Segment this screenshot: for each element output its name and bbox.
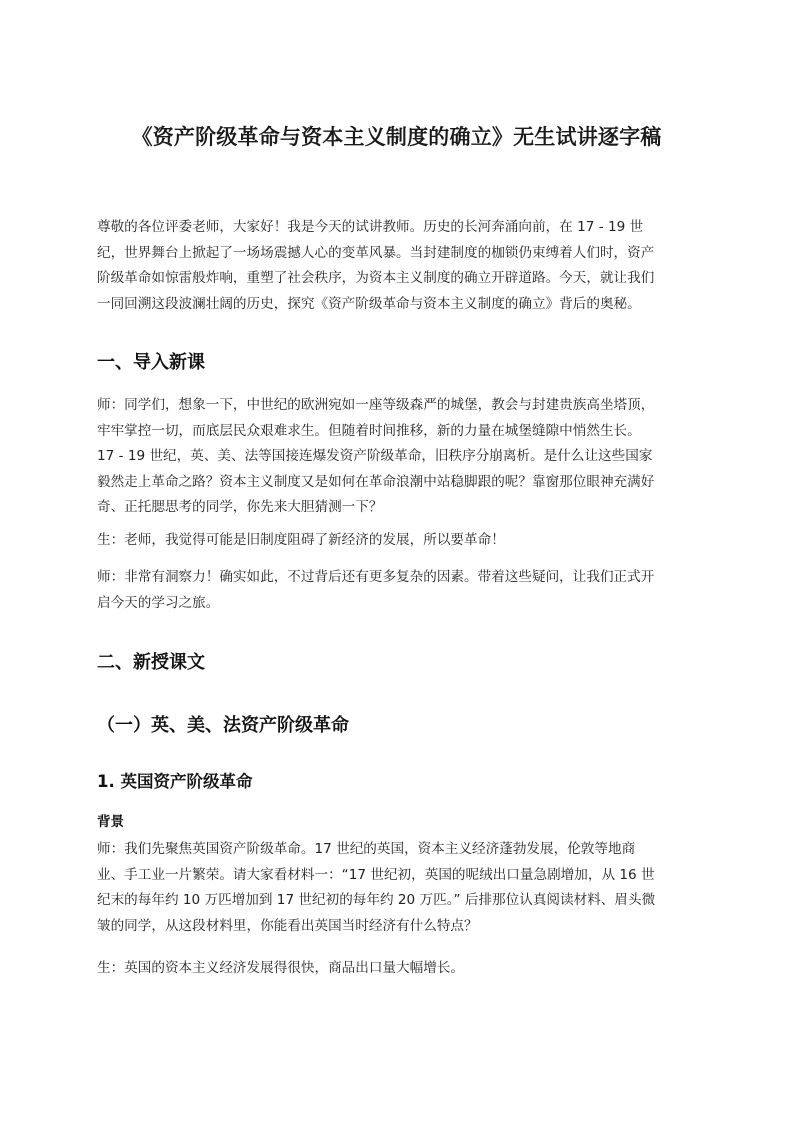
section-heading-intro: 一、导入新课: [97, 352, 205, 373]
teacher-paragraph: [97, 565, 697, 616]
text-line: 师：我们先聚焦英国资产阶级革命。17 世纪的英国，资本主义经济蓬勃发展，伦敦等地商: [97, 841, 636, 857]
student-paragraph: [97, 528, 697, 554]
text-line: 纪末的每年约 10 万匹增加到 17 世纪初的每年约 20 万匹。” 后排那位认真阅读材料、眉头微: [97, 892, 656, 908]
text-line: 生：英国的资本主义经济发展得很快，商品出口量大幅增长。: [97, 960, 465, 976]
text-line: 阶级革命如惊雷般炸响，重塑了社会秩序，为资本主义制度的确立开辟道路。今天，就让我们: [97, 270, 655, 286]
intro-paragraph: [97, 215, 697, 317]
text-line: 生：老师，我觉得可能是旧制度阻碍了新经济的发展，所以要革命！: [97, 532, 505, 548]
text-line: 皱的同学，从这段材料里，你能看出英国当时经济有什么特点？: [97, 917, 478, 934]
document-title: 《资产阶级革命与资本主义制度的确立》无生试讲逐字稿: [131, 125, 662, 149]
text-line: 一同回溯这段波澜壮阔的历史，探究《资产阶级革命与资本主义制度的确立》背后的奥秘。: [97, 295, 641, 312]
student-paragraph: [97, 956, 697, 982]
text-line: 牢牢掌控一切，而底层民众艰难求生。但随着时间推移，新的力量在城堡缝隙中悄然生长。: [97, 422, 641, 439]
text-line: 启今天的学习之旅。: [97, 594, 220, 611]
text-line: 师：非常有洞察力！确实如此，不过背后还有更多复杂的因素。带着这些疑问，让我们正式开: [97, 569, 655, 585]
text-line: 尊敬的各位评委老师，大家好！我是今天的试讲教师。历史的长河奔涌向前，在 17 - 19 世: [97, 219, 644, 235]
text-line: 师：同学们，想象一下，中世纪的欧洲宛如一座等级森严的城堡，教会与封建贵族高坐塔顶，: [97, 397, 655, 413]
text-line: 业、手工业一片繁荣。请大家看材料一：“17 世纪初，英国的呢绒出口量急剧增加，从 16 世: [97, 866, 655, 883]
topic-heading: 1. 英国资产阶级革命: [97, 772, 253, 791]
section-heading-new-lesson: 二、新授课文: [97, 652, 205, 673]
text-line: 奇、正托腮思考的同学，你先来大胆猜测一下？: [97, 499, 383, 515]
background-label: 背景: [97, 814, 124, 830]
text-line: 17 - 19 世纪，英、美、法等国接连爆发资产阶级革命，旧秩序分崩离析。是什么让这些国家: [97, 448, 653, 464]
teacher-paragraph: [97, 393, 697, 521]
subsection-heading: （一）英、美、法资产阶级革命: [97, 715, 349, 736]
text-line: 纪，世界舞台上掀起了一场场震撼人心的变革风暴。当封建制度的枷锁仍束缚着人们时，资产: [97, 244, 655, 261]
text-line: 毅然走上革命之路？资本主义制度又是如何在革命浪潮中站稳脚跟的呢？靠窗那位眼神充满好: [97, 473, 655, 490]
teacher-paragraph: [97, 837, 697, 939]
